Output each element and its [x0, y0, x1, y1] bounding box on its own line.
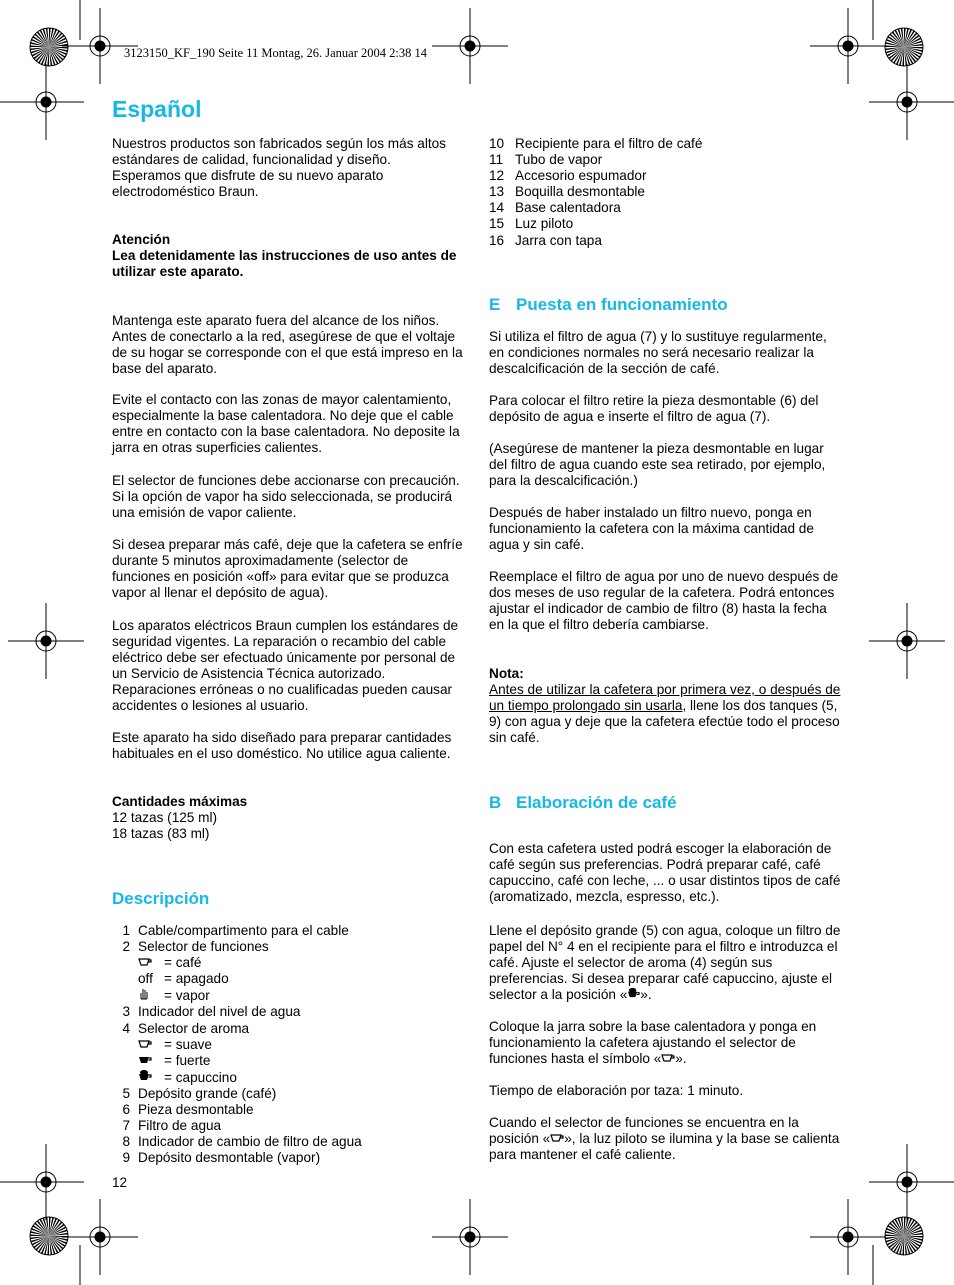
list-item: 11 Tubo de vapor — [489, 152, 603, 168]
cappuccino-cup-icon — [138, 1069, 164, 1086]
registration-mark — [432, 1199, 508, 1275]
safety-paragraph-6: Este aparato ha sido diseñado para preparar cantidades habituales en el uso doméstico. No utilice agua caliente. — [112, 730, 452, 762]
brewing-paragraph-5: Cuando el selector de funciones se encuentra en la posición « », la luz piloto se ilumina y la base se calienta para mantener el café caliente. — [489, 1115, 840, 1163]
attention-title: Atención — [112, 232, 171, 247]
star-target-mark — [30, 1217, 68, 1255]
selector-sub-item: off = apagado — [138, 971, 229, 987]
registration-mark — [8, 64, 84, 140]
max-quantity-line: 18 tazas (83 ml) — [112, 826, 210, 841]
list-item: 13 Boquilla desmontable — [489, 184, 645, 200]
safety-paragraph-4: Si desea preparar más café, deje que la cafetera se enfríe durante 5 minutos aproximadamente (selector de funciones en posición «off» para evitar que se produzca vapor al llenar el depósito de agua). — [112, 537, 463, 601]
safety-paragraph-1: Mantenga este aparato fuera del alcance de los niños. Antes de conectarlo a la red, asegúrese de que el voltaje de su hogar se corresponde con el que está impreso en la base del aparato. — [112, 313, 463, 377]
registration-mark — [432, 8, 508, 84]
registration-mark — [62, 1199, 138, 1275]
parts-list-right — [489, 136, 849, 249]
registration-mark — [810, 8, 886, 84]
setup-paragraph-2: Para colocar el filtro retire la pieza desmontable (6) del depósito de agua e inserte el filtro de agua (7). — [489, 393, 819, 425]
coffee-cup-icon — [550, 1131, 564, 1146]
list-item: 3 Indicador del nivel de agua — [122, 1004, 301, 1020]
selector-sub-item: = café — [104, 955, 464, 971]
description-heading: Descripción — [112, 889, 210, 908]
list-item: 14 Base calentadora — [489, 200, 621, 216]
page-title: Español — [112, 96, 202, 122]
note-text: Antes de utilizar la cafetera por primera vez, o después de un tiempo prolongado sin usarla, llene los dos tanques (5, 9) con agua y deje que la cafetera efectúe todo el proceso sin café. — [489, 682, 841, 746]
brewing-paragraph-3: Coloque la jarra sobre la base calentadora y ponga en funcionamiento la cafetera ajustando el selector de funciones hasta el símbolo « ». — [489, 1019, 817, 1067]
coffee-cup-icon — [138, 955, 164, 971]
list-item: 6 Pieza desmontable — [122, 1102, 254, 1118]
list-item: 5 Depósito grande (café) — [122, 1085, 277, 1101]
star-target-mark — [885, 28, 923, 66]
brewing-heading: B Elaboración de café — [489, 793, 677, 812]
setup-paragraph-5: Reemplace el filtro de agua por uno de nuevo después de dos meses de uso regular de la cafetera. Podrá entonces ajustar el indicador de cambio de filtro (8) hasta la fecha en la que el filtro debería cambiarse. — [489, 569, 839, 633]
registration-mark — [869, 603, 945, 679]
list-item: 10 Recipiente para el filtro de café — [489, 136, 703, 151]
list-item: 9 Depósito desmontable (vapor) — [122, 1150, 321, 1166]
note-title: Nota: — [489, 666, 524, 681]
list-item: 12 Accesorio espumador — [489, 168, 647, 184]
list-item: 8 Indicador de cambio de filtro de agua — [122, 1134, 362, 1150]
aroma-sub-item: = capuccino — [104, 1069, 464, 1086]
cappuccino-cup-icon — [627, 987, 640, 1002]
parts-list-left — [104, 923, 464, 1166]
registration-mark — [810, 1199, 886, 1275]
mild-cup-icon — [138, 1037, 164, 1053]
brewing-paragraph-2: Llene el depósito grande (5) con agua, coloque un filtro de papel del N° 4 en el recipiente para el filtro e introduzca el café. Ajuste el selector de aroma (4) según sus preferencias. Si desea preparar café capuccino, ajuste el selector a la posición « ». — [489, 923, 841, 1003]
steam-icon — [138, 987, 164, 1004]
setup-paragraph-3: (Asegúrese de mantener la pieza desmontable en lugar del filtro de agua cuando este sea retirado, por ejemplo, para la descalcificación.) — [489, 441, 826, 489]
intro-paragraph: Nuestros productos son fabricados según los más altos estándares de calidad, funcionalidad y diseño. Esperamos que disfrute de su nuevo aparato electrodoméstico Braun. — [112, 136, 446, 200]
list-item: 16 Jarra con tapa — [489, 232, 602, 248]
safety-paragraph-2: Evite el contacto con las zonas de mayor calentamiento, especialmente la base calentadora. No deje que el cable entre en contacto con la base calentadora. No deposite la jarra en otras superficies calientes. — [112, 392, 460, 456]
coffee-cup-icon — [661, 1051, 675, 1066]
safety-paragraph-3: El selector de funciones debe accionarse con precaución. Si la opción de vapor ha sido seleccionada, se producirá una emisión de vapor caliente. — [112, 473, 460, 521]
registration-mark — [8, 603, 84, 679]
brewing-paragraph-4: Tiempo de elaboración por taza: 1 minuto. — [489, 1083, 744, 1098]
list-item: 15 Luz piloto — [489, 216, 574, 232]
registration-mark — [8, 1144, 84, 1220]
list-item: 2 Selector de funciones — [122, 939, 269, 955]
safety-paragraph-5: Los aparatos eléctricos Braun cumplen los estándares de seguridad vigentes. La reparación o recambio del cable eléctrico debe ser efectuado únicamente por personal de un Servicio de Asistencia Técnica autorizado. Reparaciones erróneas o no cualificadas pueden causar accidentes o lesiones al usuario. — [112, 618, 459, 714]
list-item: 4 Selector de aroma — [122, 1020, 250, 1036]
page-number: 12 — [112, 1175, 128, 1190]
setup-paragraph-4: Después de haber instalado un filtro nuevo, ponga en funcionamiento la cafetera con la máxima cantidad de agua y sin café. — [489, 505, 814, 553]
aroma-sub-item: = fuerte — [104, 1053, 464, 1069]
list-item: 7 Filtro de agua — [122, 1118, 222, 1134]
registration-mark — [869, 1144, 945, 1220]
print-header: 3123150_KF_190 Seite 11 Montag, 26. Januar 2004 2:38 14 — [124, 46, 427, 60]
setup-paragraph-1: Si utiliza el filtro de agua (7) y lo sustituye regularmente, en condiciones normales no será necesario realizar la descalcificación de la sección de café. — [489, 329, 827, 377]
max-quantities-title: Cantidades máximas — [112, 794, 248, 809]
brewing-paragraph-1: Con esta cafetera usted podrá escoger la elaboración de café según sus preferencias. Podrá preparar café, café capuccino, café con leche, ... o usar distintos tipos de café (aromatizado, mezcla, espresso, etc.). — [489, 841, 841, 905]
attention-text: Lea detenidamente las instrucciones de uso antes de utilizar este aparato. — [112, 248, 457, 280]
aroma-sub-item: = suave — [104, 1037, 464, 1053]
list-item: 1 Cable/compartimento para el cable — [122, 923, 349, 938]
registration-mark — [869, 64, 945, 140]
star-target-mark — [30, 28, 68, 66]
star-target-mark — [885, 1217, 923, 1255]
setup-heading: E Puesta en funcionamiento — [489, 295, 728, 314]
max-quantity-line: 12 tazas (125 ml) — [112, 810, 218, 825]
selector-sub-item: = vapor — [104, 987, 464, 1004]
strong-cup-icon — [138, 1053, 164, 1069]
